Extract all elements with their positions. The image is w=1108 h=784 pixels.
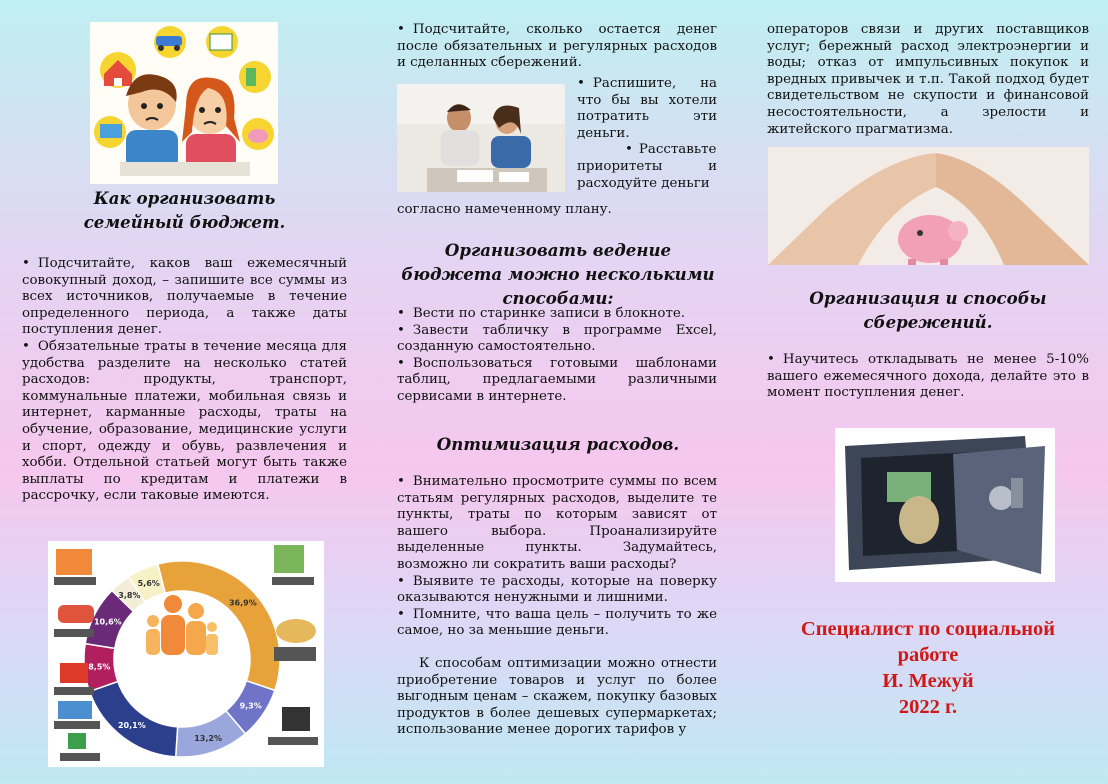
expenses-paragraph: • Обязательные траты в течение месяца для удобства разделите на несколько статей расходов: продукты, транспорт, коммунальные платежи, мобильная связь и интернет, карманные расходы, траты на обучение, образование, медицинские услуги и спорт, одежду и обувь, развлечения и хобби. Отдельной статьей могут быть также выплаты по кредитам и платежи в рассрочку, если таковые имеются. bbox=[22, 339, 347, 505]
plan-line: согласно намеченному плану. bbox=[397, 202, 612, 217]
family-budget-illustration bbox=[90, 22, 278, 184]
safe-photo bbox=[835, 428, 1055, 582]
optimize-review: • Внимательно просмотрите суммы по всем статьям регулярных расходов, выделите те пункты, траты по которым зависят от вашего выбора. Проанализируйте выделенные пункты. Задумайтесь, возможно ли сократить ваши расходы? bbox=[397, 474, 717, 574]
method-excel: • Завести табличку в программе Excel, созданную самостоятельно. bbox=[397, 323, 717, 356]
spend-paragraph: • Распишите, на что бы вы хотели потратить эти деньги. bbox=[577, 76, 717, 142]
optimize-unneeded: • Выявите те расходы, которые на поверку оказываются ненужными и лишними. bbox=[397, 574, 717, 607]
savings-heading: Организация и способы сбережений. bbox=[809, 288, 1047, 332]
author-title: Специалист по социальной bbox=[800, 618, 1056, 640]
author-year: 2022 г. bbox=[898, 696, 958, 718]
couple-photo bbox=[397, 84, 565, 192]
column-middle bbox=[397, 0, 719, 784]
optimize-goal: • Помните, что ваша цель – получить то же самое, но за меньшие деньги. bbox=[397, 607, 717, 640]
donut-segment-label: 3,8% bbox=[118, 590, 141, 600]
column-left bbox=[22, 0, 347, 784]
savings-paragraph: • Научитесь откладывать не менее 5-10% вашего ежемесячного дохода, делайте это в момент поступления денег. bbox=[767, 352, 1089, 402]
column-right bbox=[767, 0, 1089, 784]
piggy-bank-hands-photo bbox=[768, 147, 1089, 265]
donut-segment-label: 5,6% bbox=[137, 578, 160, 588]
income-paragraph: • Подсчитайте, каков ваш ежемесячный совокупный доход, – запишите все суммы из всех источников, получаемые в течение определенного периода, а также даты поступления денег. bbox=[22, 256, 347, 339]
author-title-cont: работе bbox=[897, 644, 959, 666]
method-notebook: • Вести по старинке записи в блокноте. bbox=[397, 306, 717, 323]
method-templates: • Воспользоваться готовыми шаблонами таблиц, предлагаемыми различными сервисами в интернете. bbox=[397, 356, 717, 406]
donut-segment-label: 36,9% bbox=[228, 598, 257, 608]
donut-segment-label: 10,6% bbox=[93, 617, 122, 627]
remaining-money-paragraph: • Подсчитайте, сколько остается денег после обязательных и регулярных расходов и сделанных сбережений. bbox=[397, 22, 717, 72]
priorities-paragraph: • Расставьте приоритеты и расходуйте деньги bbox=[577, 142, 717, 191]
donut-ring bbox=[84, 561, 280, 757]
optimize-methods-paragraph: К способам оптимизации можно отнести приобретение товаров и услуг по более выгодным ценам – скажем, покупку базовых продуктов в более дешевых супермаркетах; использование менее дорогих тарифов у bbox=[397, 655, 717, 738]
author-block bbox=[767, 616, 1089, 720]
family-figures bbox=[146, 595, 218, 655]
approach-paragraph: операторов связи и других поставщиков услуг; бережный расход электроэнергии и воды; отказ от импульсивных покупок и вредных привычек и т.п. Такой подход будет свидетельством не скупости и финансовой несостоятельности, а зрелости и житейского прагматизма. bbox=[767, 22, 1089, 137]
budget-heading: Как организовать семейный бюджет. bbox=[83, 188, 286, 232]
optimization-heading: Оптимизация расходов. bbox=[436, 434, 680, 454]
donut-segment-label: 20,1% bbox=[117, 721, 146, 731]
donut-segment-label: 13,2% bbox=[194, 733, 222, 743]
author-name: И. Межуй bbox=[882, 670, 974, 692]
methods-heading: Организовать ведение бюджета можно несколькими способами: bbox=[401, 240, 715, 308]
donut-segment-label: 9,3% bbox=[239, 701, 262, 711]
priorities-text: Расставьте приоритеты и расходуйте деньги bbox=[577, 142, 717, 191]
donut-segment bbox=[90, 682, 178, 757]
expenses-donut-chart bbox=[48, 541, 324, 767]
donut-segment-label: 8,5% bbox=[88, 662, 111, 672]
